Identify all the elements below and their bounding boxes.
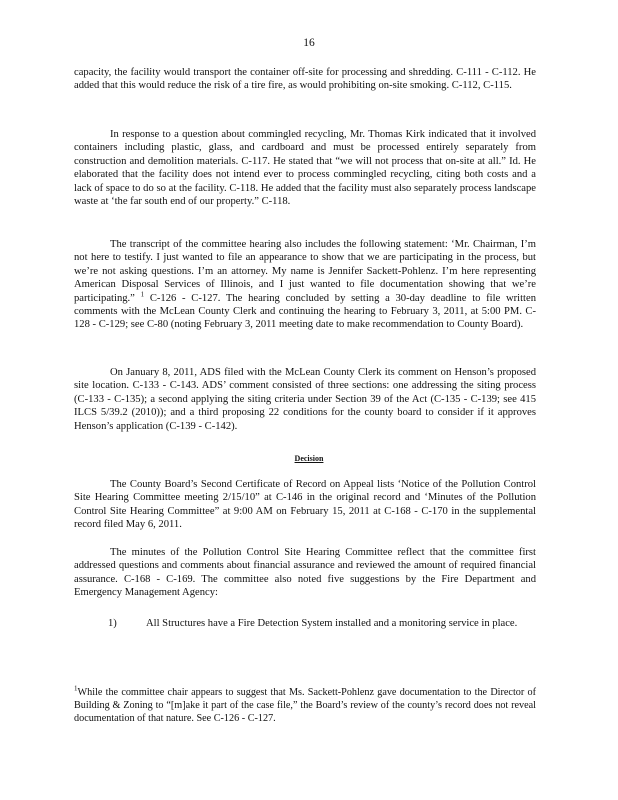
paragraph-transcript [74, 238, 536, 332]
footnote [74, 686, 536, 726]
footnote-text: While the committee chair appears to suggest that Ms. Sackett-Pohlenz gave documentation to the Director of Building & Zoning to “[m]ake it part of the case file,” the Board’s review of the county’s record does not reveal documentation of that nature. See C-126 - C-127. [74, 687, 536, 725]
section-heading-text: Decision [294, 454, 324, 463]
footnote-marker: 1 [74, 684, 78, 693]
paragraph-transcript-quote: The transcript of the committee hearing also includes the following statement: ‘Mr. Chairman, I’m not here to testify. I just wanted to file an appearance to show that we are participating in the process, but we’re not asking questions. I’m an attorney. My name is Jennifer Sackett-Pohlenz. I’m here representing American Disposal Services of Illinois, and I just wanted to file documentation showing that we’re participating.” [74, 239, 536, 304]
paragraph-commingled-recycling: In response to a question about commingled recycling, Mr. Thomas Kirk indicated that it involved containers including plastic, glass, and cardboard and must be processed entirely separately from construction and demolition materials. C-117. He stated that “we will not process that on-site at all.” Id. He elaborated that the facility does not intend ever to process commingled recycling, citing both costs and a lack of space to do so at the facility. C-118. He added that the facility must also separately process landscape waste at ‘the far south end of our property.” C-118. [74, 129, 536, 208]
section-heading-decision [0, 452, 618, 465]
paragraph-capacity: capacity, the facility would transport the container off-site for processing and shredding. C-111 - C-112. He added that this would reduce the risk of a tire fire, as would prohibiting on-site smoking. C-112, C-115. [74, 67, 536, 92]
list-item-text: All Structures have a Fire Detection System installed and a monitoring service in place. [146, 618, 518, 629]
page-number: 16 [303, 37, 315, 49]
paragraph-ads-comment: On January 8, 2011, ADS filed with the McLean County Clerk its comment on Henson’s proposed site location. C-133 - C-143. ADS’ comment consisted of three sections: one addressing the siting process (C-133 - C-135); a second applying the siting criteria under Section 39 of the Act (C-135 - C-139; see 415 ILCS 5/39.2 (2010)); and a third proposing 22 conditions for the county board to consider if it approves Henson’s application (C-139 - C-142). [74, 367, 536, 432]
footnote-reference[interactable]: 1 [140, 290, 145, 299]
paragraph-committee-minutes: The minutes of the Pollution Control Site Hearing Committee reflect that the committee first addressed questions and comments about financial assurance and reviewed the amount of required financial assurance. C-168 - C-169. The committee also noted five suggestions by the Fire Department and Emergency Management Agency: [74, 547, 536, 599]
paragraph-transcript-continuation: C-126 - C-127. The hearing concluded by setting a 30-day deadline to file written comments with the McLean County Clerk and continuing the hearing to February 3, 2011, at 5:00 PM. C-128 - C-129; see C-80 (noting February 3, 2011 meeting date to make recommendation to County Board). [74, 292, 536, 331]
list-item-number: 1) [108, 618, 117, 629]
paragraph-certificate-of-record: The County Board’s Second Certificate of Record on Appeal lists ‘Notice of the Pollution Control Site Hearing Committee meeting 2/15/10” at C-146 in the original record and ‘Minutes of the Pollution Control Site Hearing Committee” at 9:00 AM on February 15, 2011 at C-168 - C-170 in the supplemental record filed May 6, 2011. [74, 479, 536, 531]
